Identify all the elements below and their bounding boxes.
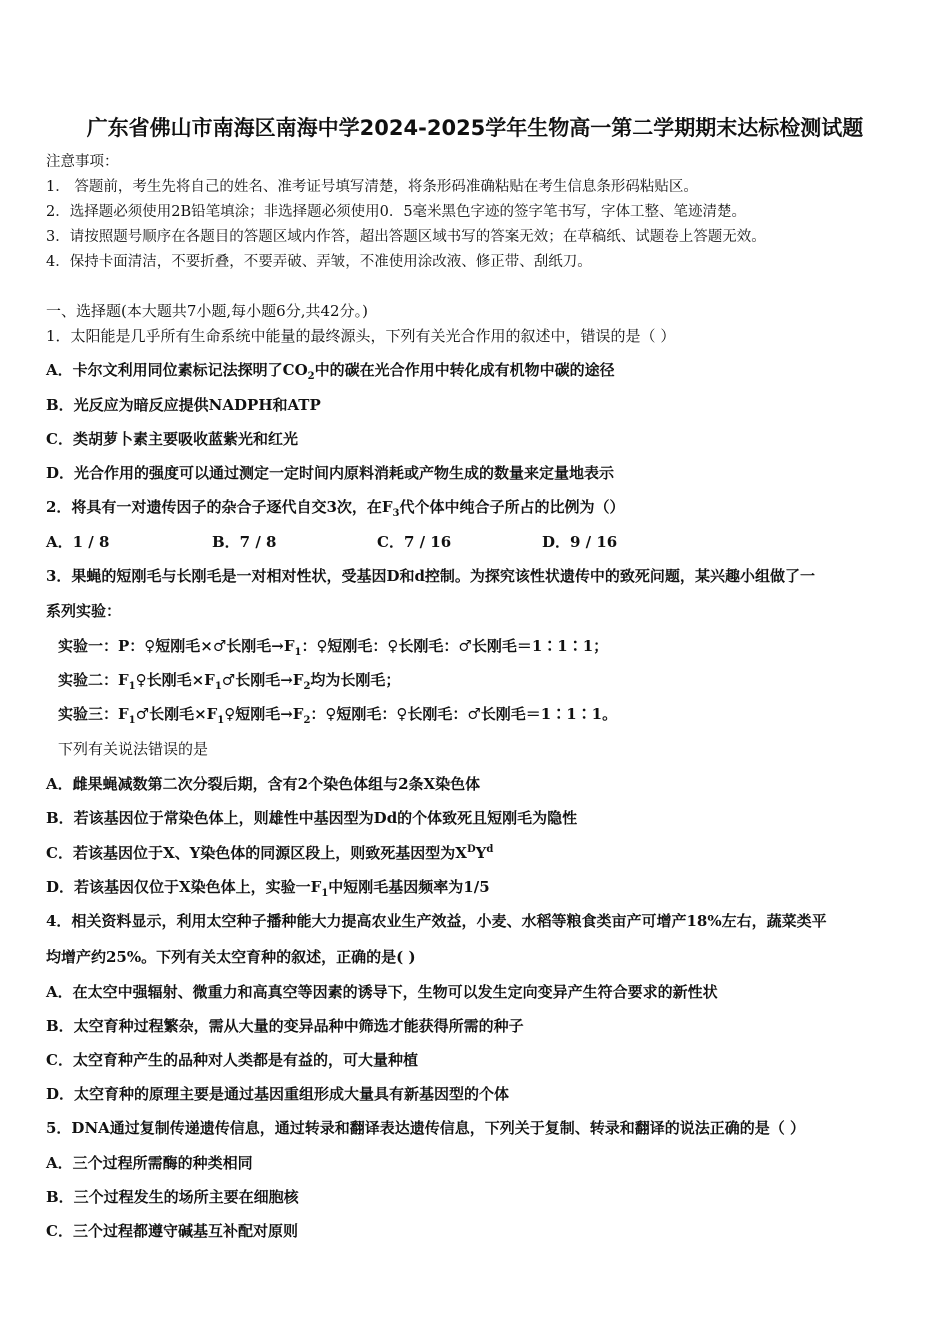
q1-option-a-text-2: 中的碳在光合作用中转化成有机物中碳的途径 [314,361,615,379]
q5-option-b: B．三个过程发生的场所主要在细胞核 [46,1188,299,1206]
q3-option-d-sub: 1 [321,888,329,899]
q1-option-c: C．类胡萝卜素主要吸收蓝紫光和红光 [46,430,298,448]
q3-exp3-sub-3: 2 [303,715,311,726]
q2-option-b: B．7 / 8 [212,533,277,551]
q3-exp3-text-c: ♀短刚毛→F [224,705,304,723]
q2-stem-sub: 3 [392,508,400,519]
q2-option-a: A．1 / 8 [46,533,110,551]
q4-option-a: A．在太空中强辐射、微重力和高真空等因素的诱导下，生物可以发生定向变异产生符合要求的新性状 [46,983,718,1001]
q2-stem-text: 2．将具有一对遗传因子的杂合子逐代自交3次，在F [46,498,393,516]
q3-stem-line-2: 系列实验： [46,602,122,620]
q3-stem-line-1: 3．果蝇的短刚毛与长刚毛是一对相对性状，受基因D和d控制。为探究该性状遗传中的致死问题，某兴趣小组做了一 [46,567,815,585]
q3-ask: 下列有关说法错误的是 [58,740,209,758]
q1-stem: 1．太阳能是几乎所有生命系统中能量的最终源头，下列有关光合作用的叙述中，错误的是（ ） [46,327,676,345]
q3-option-d-text: D．若该基因仅位于X染色体上，实验一F [46,878,322,896]
q3-option-c-text: C．若该基因位于X、Y染色体的同源区段上，则致死基因型为X [46,844,467,862]
q3-exp3-sub-2: 1 [217,715,225,726]
q1-option-d: D．光合作用的强度可以通过测定一定时间内原料消耗或产物生成的数量来定量地表示 [46,464,615,482]
q3-exp3-text-b: ♂长刚毛×F [135,705,218,723]
q3-exp2-sub-1: 1 [128,681,136,692]
q3-exp1-sub: 1 [294,647,302,658]
q3-option-c-sup-2: d [486,844,494,855]
q3-experiment-3 [58,704,617,724]
q3-exp2-text-d: 均为长刚毛； [310,671,401,689]
q3-option-c-sup-1: D [466,844,476,855]
q1-option-a-text: A．卡尔文利用同位素标记法探明了CO [46,361,308,379]
q5-option-c: C．三个过程都遵守碱基互补配对原则 [46,1222,298,1240]
q1-option-a-sub: 2 [307,371,315,382]
q4-stem-line-1: 4．相关资料显示，利用太空种子播种能大力提高农业生产效益，小麦、水稻等粮食类亩产可增产18%左右，蔬菜类平 [46,912,827,930]
q3-option-c [46,843,493,863]
notice-item-4: 4．保持卡面清洁，不要折叠，不要弄破、弄皱，不准使用涂改液、修正带、刮纸刀。 [46,254,592,270]
q2-option-d: D．9 / 16 [542,533,618,551]
notice-item-1: 1． 答题前，考生先将自己的姓名、准考证号填写清楚，将条形码准确粘贴在考生信息条形码粘贴区。 [46,179,698,195]
notice-item-2: 2．选择题必须使用2B铅笔填涂；非选择题必须使用0．5毫米黑色字迹的签字笔书写，字体工整、笔迹清楚。 [46,204,747,220]
q4-option-d: D．太空育种的原理主要是通过基因重组形成大量具有新基因型的个体 [46,1085,510,1103]
q4-option-c: C．太空育种产生的品种对人类都是有益的，可大量种植 [46,1051,418,1069]
q3-exp1-text-2: ：♀短刚毛：♀长刚毛：♂长刚毛＝1∶1∶1； [301,637,609,655]
q2-option-c: C．7 / 16 [377,533,452,551]
q3-experiment-2 [58,670,400,690]
section-heading: 一、选择题(本大题共7小题,每小题6分,共42分。) [46,302,368,320]
q3-option-a: A．雌果蝇减数第二次分裂后期，含有2个染色体组与2条X染色体 [46,775,481,793]
q5-stem: 5．DNA通过复制传递遗传信息，通过转录和翻译表达遗传信息，下列关于复制、转录和翻译的说法正确的是（ ） [46,1119,806,1137]
q3-exp2-text-a: 实验二：F [58,671,129,689]
q3-experiment-1 [58,636,608,656]
q3-option-d-text-2: 中短刚毛基因频率为1/5 [328,878,490,896]
q3-exp3-text-a: 实验三：F [58,705,129,723]
q1-option-a [46,360,615,380]
q4-stem-line-2: 均增产约25%。下列有关太空育种的叙述，正确的是( ) [46,948,416,966]
q3-exp3-sub-1: 1 [128,715,136,726]
q1-option-b: B．光反应为暗反应提供NADPH和ATP [46,396,321,414]
q3-exp2-sub-2: 1 [214,681,222,692]
q3-option-b: B．若该基因位于常染色体上，则雄性中基因型为Dd的个体致死且短刚毛为隐性 [46,809,578,827]
q3-exp2-text-c: ♂长刚毛→F [221,671,304,689]
notice-heading: 注意事项： [46,154,119,170]
q3-exp3-text-d: ：♀短刚毛：♀长刚毛：♂长刚毛＝1∶1∶1。 [310,705,618,723]
q3-option-d [46,877,490,897]
q3-exp2-text-b: ♀长刚毛×F [135,671,215,689]
q4-option-b: B．太空育种过程繁杂，需从大量的变异品种中筛选才能获得所需的种子 [46,1017,524,1035]
page-title: 广东省佛山市南海区南海中学2024-2025学年生物高一第二学期期末达标检测试题 [86,116,864,140]
q3-option-c-y: Y [475,844,487,862]
notice-item-3: 3．请按照题号顺序在各题目的答题区域内作答，超出答题区域书写的答案无效；在草稿纸、试题卷上答题无效。 [46,229,766,245]
q3-exp2-sub-3: 2 [303,681,311,692]
q5-option-a: A．三个过程所需酶的种类相同 [46,1154,253,1172]
q3-exp1-text: 实验一：P：♀短刚毛×♂长刚毛→F [58,637,295,655]
q2-stem [46,497,625,517]
q2-stem-text-2: 代个体中纯合子所占的比例为（） [399,498,625,516]
